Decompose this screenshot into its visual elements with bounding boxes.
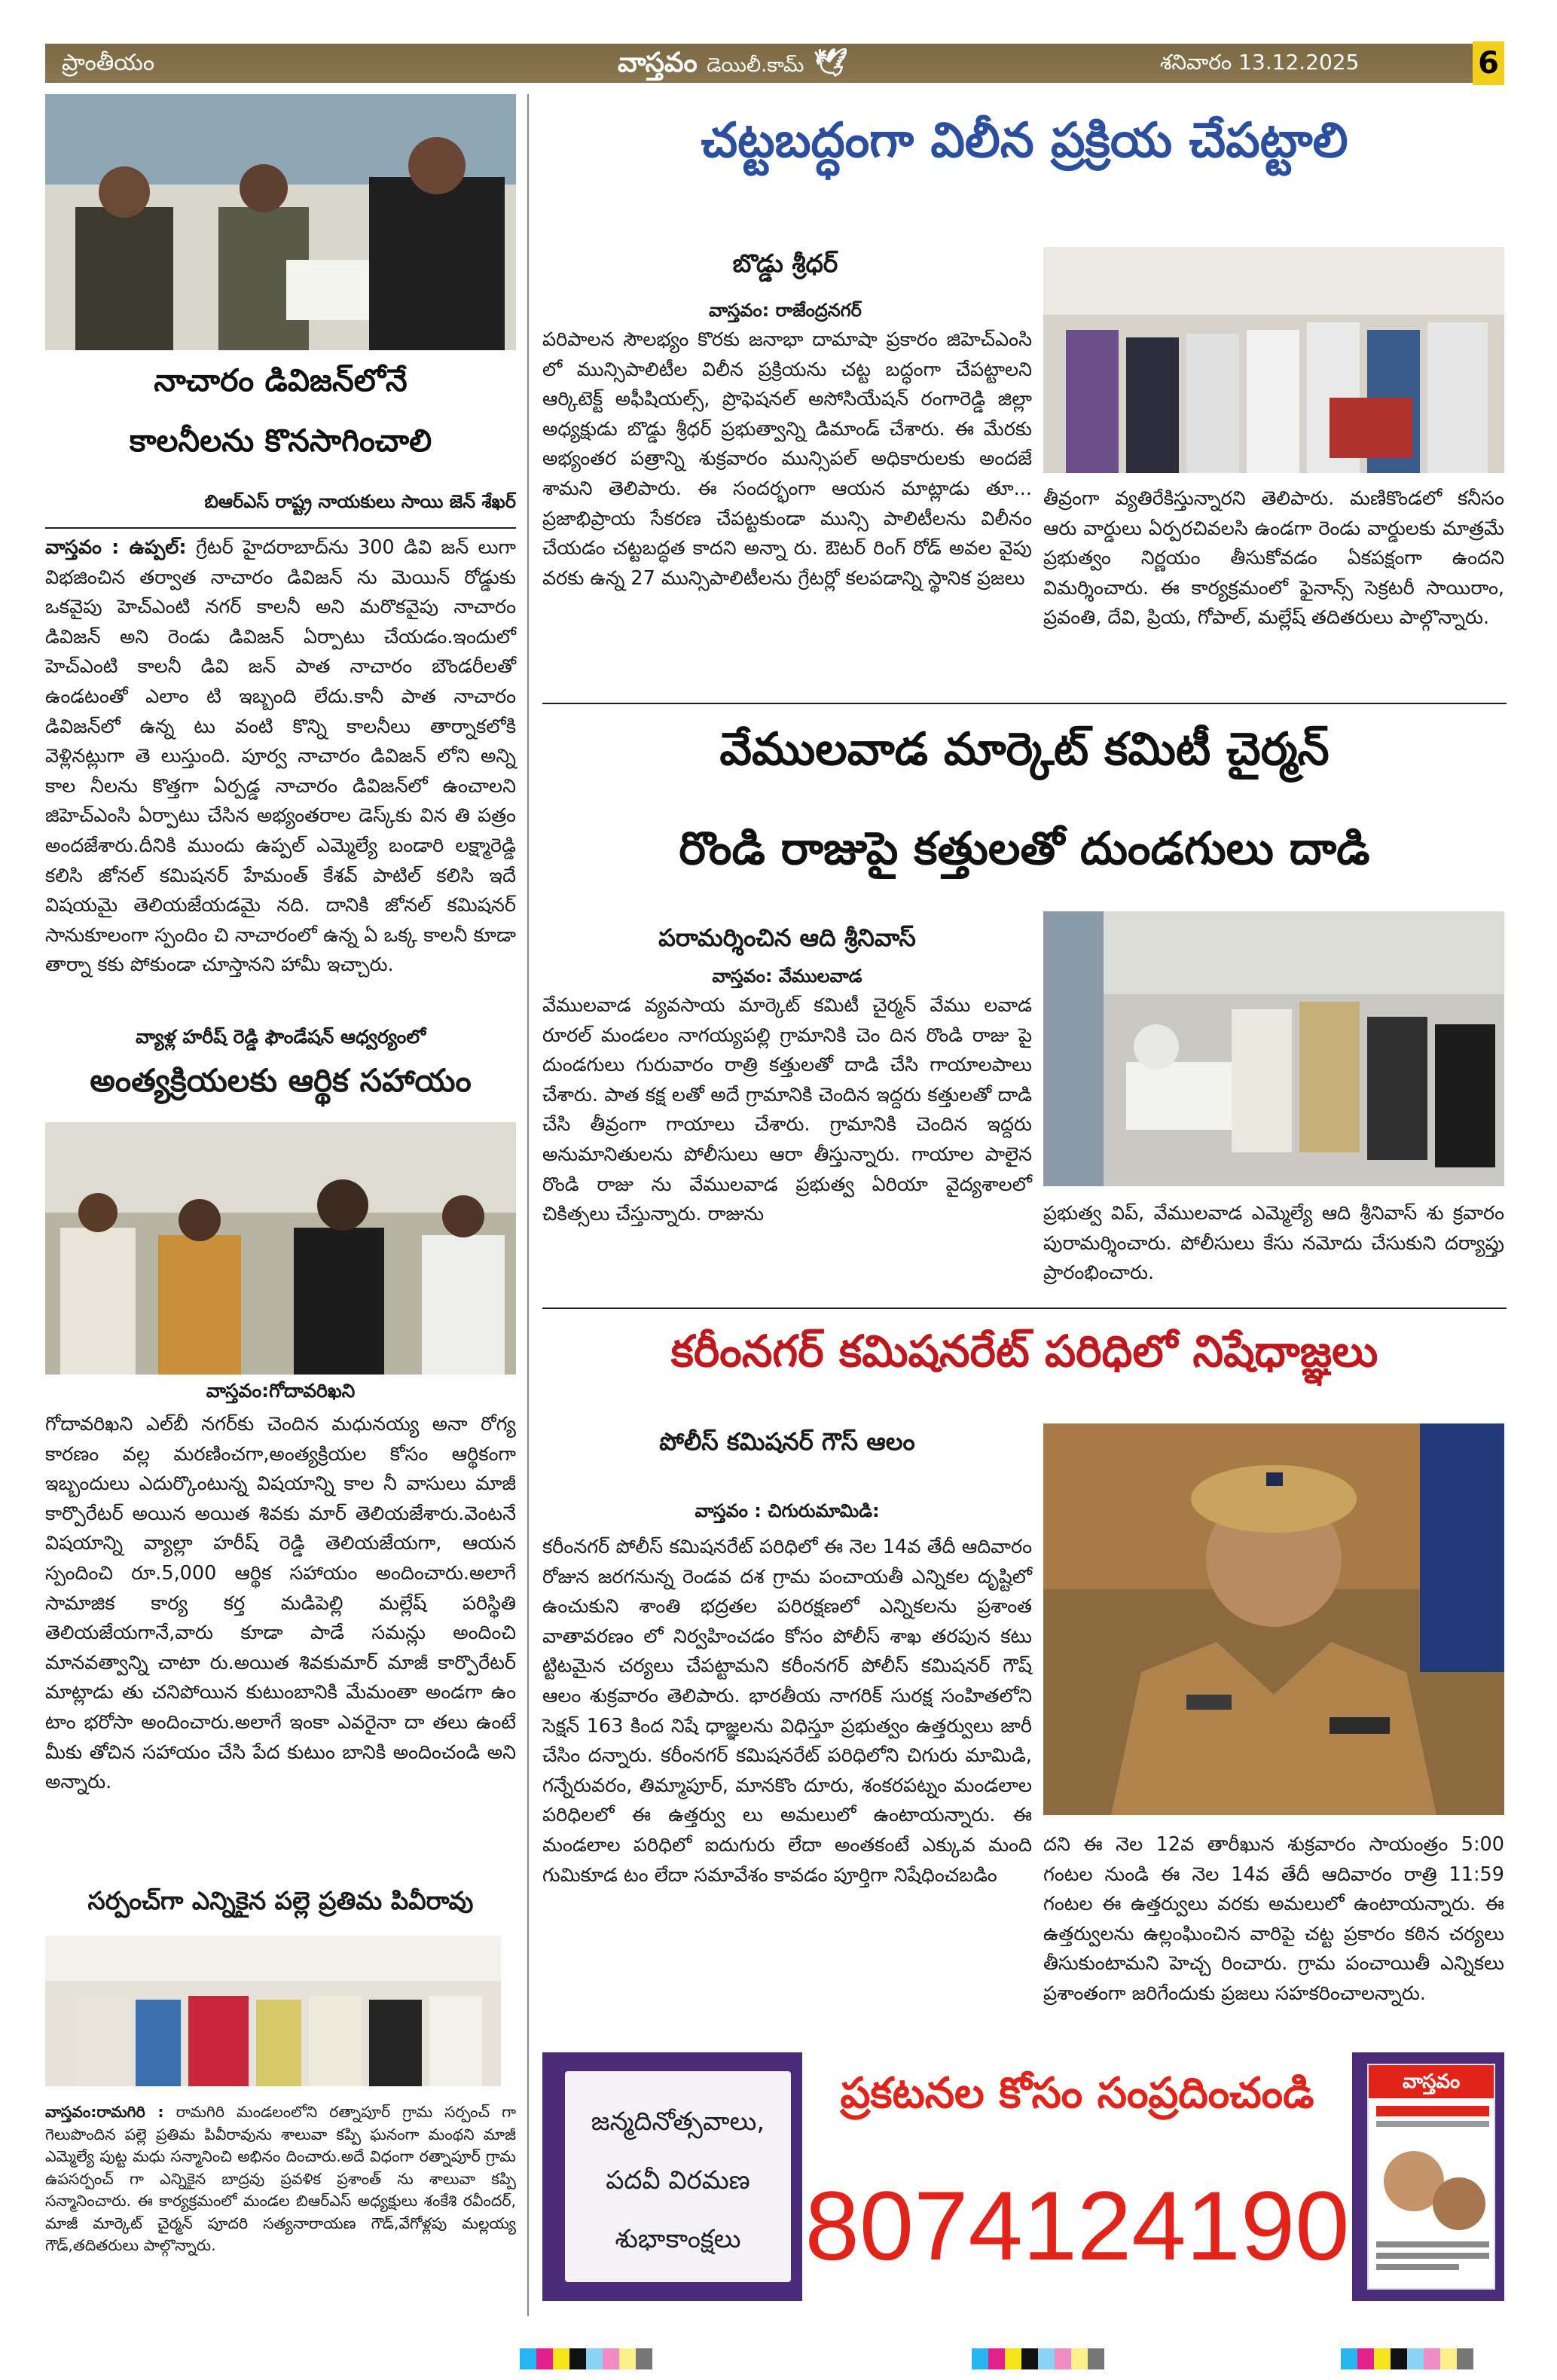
byline-curbs: పోలీస్ కమిషనర్ గౌస్ ఆలం — [659, 1427, 915, 1456]
photo-illustration — [45, 94, 516, 350]
headline-curbs: కరీంనగర్ కమిషనరేట్ పరిధిలో నిషేధాజ్ఞలు — [670, 1326, 1378, 1377]
ad-thumb-brand: వాస్తవం — [1369, 2065, 1494, 2098]
photo-nacharam — [45, 94, 516, 350]
headline-attack-1: వేములవాడ మార్కెట్ కమిటీ చైర్మన్ — [719, 723, 1330, 776]
divider — [542, 703, 1507, 704]
issue-date: శనివారం 13.12.2025 — [1160, 50, 1360, 75]
photo-sarpanch — [45, 1936, 501, 2086]
kicker-funeral: వ్యాళ్ల హరీష్ రెడ్డి ఫౌండేషన్ ఆధ్వర్యంలో — [135, 1026, 426, 1048]
article-text: గ్రేటర్ హైదరాబాద్‌ను 300 డివి జన్ లుగా విభజించిన తర్వాత నాచారం డివిజన్ ను మెయిన్ రోడ్డుకు ఒకవైపు హెచ్ఎంటి నగర్ కాలనీ అని మరొకవైపు నాచారం డివిజన్ అని రెండు డివిజన్ ఏర్పాటు చేయడం.ఇందులో హెచ్ఎంటి కాలనీ డివి జన్ పాత నాచారం బౌండరీలతో ఉండటంతో ఎలాం టి ఇబ్బంది లేదు.కానీ పాత నాచారం డివిజన్‌లో ఉన్న టు వంటి కొన్ని కాలనీలు తార్నాకలోకి వెళ్లినట్లుగా తె లుస్తుంది. పూర్వ నాచారం డివిజన్ లోని అన్ని కాల నీలను కొత్తగా ఏర్పడ్డ నాచారం డివిజన్‌లో ఉంచాలని జిహెచ్ఎంసి ఏర్పాటు చేసిన అభ్యంతరాల డెస్క్‌కు విన తి పత్రం అందజేశారు.దీనికి ముందు ఉప్పల్ ఎమ్మెల్యే బండారి లక్ష్మారెడ్డి కలిసి జోనల్ కమిషనర్ హేమంత్ కేశవ్ పాటిల్ కలిసి ఇదే విషయమై తెలియజేయడమై నది. దానికి జోనల్ కమిషనర్ సానుకూలంగా స్పందిం చి నాచారంలో ఉన్న ఏ ఒక్క కాలనీ కూడా తార్నా కకు పోకుండా చూస్తానని హామీ ఇచ్చారు. — [45, 536, 517, 977]
byline-merger: బొడ్డు శ్రీధర్ — [732, 249, 838, 278]
photo-illustration — [1043, 911, 1504, 1186]
ad-banner — [542, 2052, 1504, 2301]
dateline-attack: వాస్తవం: వేములవాడ — [712, 966, 862, 987]
article-merger-right: తీవ్రంగా వ్యతిరేకిస్తున్నారని తెలిపారు. మణికొండలో కనీసం ఆరు వార్డులు ఏర్పరచివలసి ఉండగా రెండు వార్డులకు మాత్రమే ప్రభుత్వం నిర్ణయం తీసుకోవడం ఏకపక్షంగా ఉందని విమర్శించారు. ఈ కార్యక్రమంలో ఫైనాన్స్ సెక్రటరీ సాయిరాం, ప్రవంతి, దేవి, ప్రియ, గోపాల్, మల్లేష్ తదితరులు పాల్గొన్నారు. — [1043, 487, 1504, 630]
ad-phone: 8074124190 — [804, 2171, 1350, 2281]
article-nacharam — [45, 533, 516, 1015]
article-sarpanch — [45, 2101, 516, 2257]
photo-illustration — [1043, 247, 1504, 473]
article-funeral: గోదావరిఖని ఎల్‌బీ నగర్‌కు చెందిన మధునయ్య అనా రోగ్య కారణం వల్ల మరణించగా,అంత్యక్రియల కోసం ఆర్థికంగా ఇబ్బందులు ఎదుర్కొంటున్న విషయాన్ని కాల నీ వాసులు మాజీ కార్పొరేటర్ అయిన అయిత శివకు మార్ తెలియజేశారు.వెంటనే విషయాన్ని వ్యాల్లా హరీష్ రెడ్డి తెలియజేయగా, ఆయన స్పందించి రూ.5,000 ఆర్థిక సహాయం అందించారు.అలాగే సామాజిక కార్య కర్త మడిపెల్లి మల్లేష్ పరిస్థితి తెలియజేయగానే,వారు కూడా పాడే సమన్లు అందించి మానవత్వాన్ని చాటా రు.అయిత శివకుమార్ మాజీ కార్పొరేటర్ మాట్లాడు తు చనిపోయిన కుటుంబానికి మేమంతా అండగా ఉం టాం భరోసా అందించారు.అలాగే ఇంకా ఎవరైనా దా తలు ఉంటే మీకు తోచిన సహాయం చేసి పేద కుటుం బానికి అందించండి అని అన్నారు. — [45, 1413, 516, 1794]
headline-sarpanch: సర్పంచ్‌గా ఎన్నికైన పల్లె ప్రతిమ పివీరావు — [87, 1886, 474, 1915]
column-divider — [527, 94, 529, 2316]
dateline: వాస్తవం:రామగిరి : — [45, 2103, 164, 2121]
byline-nacharam: బిఆర్ఎస్ రాష్ట్ర నాయకులు సాయి జెన్ శేఖర్ — [204, 491, 516, 512]
headline-nacharam-1: నాచారం డివిజన్‌లోనే — [154, 362, 408, 398]
dateline-merger: వాస్తవం: రాజేంద్రనగర్ — [709, 300, 862, 321]
print-color-bar — [1341, 2348, 1473, 2372]
ad-wishes-panel — [565, 2071, 791, 2282]
section-label: ప్రాంతీయం — [62, 50, 155, 76]
article-curbs-left: కరీంనగర్ పోలీస్ కమిషనరేట్ పరిధిలో ఈ నెల 14వ తేదీ ఆదివారం రోజున జరగనున్న రెండవ దశ గ్రామ పంచాయతీ ఎన్నికల దృష్టిలో ఉంచుకుని శాంతి భద్రతల పరిరక్షణలో ఎన్నికలను ప్రశాంత వాతావరణం లో నిర్వహించడం కోసం పోలీస్ శాఖ తరపున కటు ట్టిటమైన చర్యలు చేపట్టామని కరీంనగర్ పోలీస్ కమిషనర్ గౌష్ ఆలం శుక్రవారం తెలిపారు. భారతీయ నాగరిక్ సురక్ష సంహితలోని సెక్షన్ 163 కింద నిషే ధాజ్ఞలను విధిస్తూ ప్రభుత్వం ఉత్తర్వులు జారీ చేసిం దన్నారు. కరీంనగర్ కమిషనరేట్ పరిధిలోని చిగురు మామిడి, గన్నేరువరం, తిమ్మాపూర్, మానకొం దూరు, శంకరపట్నం మండలాల పరిధిలలో ఈ ఉత్తర్వు లు అమలులో ఉంటాయన్నారు. ఈ మండలాల పరిధిలో ఐదుగురు లేదా అంతకంటే ఎక్కువ మంది గుమికూడ టం లేదా సమావేశం కావడం పూర్తిగా నిషేధించబడిం — [542, 1536, 1032, 1887]
print-color-bar — [520, 2348, 652, 2372]
brand-name — [618, 47, 848, 85]
photo-illustration — [45, 1936, 501, 2086]
article-attack-left: వేములవాడ వ్యవసాయ మార్కెట్ కమిటీ చైర్మన్ వేము లవాడ రూరల్ మండలం నాగయ్యపల్లి గ్రామానికి చెం దిన రొండి రాజు పై దుండగులు గురువారం రాత్రి కత్తులతో దాడి చేసి గాయాలపాలు చేశారు. పాత కక్ష లతో అదే గ్రామానికి చెందిన ఇద్దరు కత్తులతో దాడి చేసి తీవ్రంగా గాయాలు చేశారు. గ్రామానికి చెందిన ఇద్దరు అనుమానితులను పోలీసులు ఆరా తీస్తున్నారు. గాయాల పాలైన రొండి రాజు ను వేములవాడ ప్రభుత్వ ఏరియా వైద్యశాలలో చికిత్సలు చేస్తున్నారు. రాజును — [542, 994, 1032, 1226]
photo-illustration — [1043, 1423, 1504, 1815]
article-merger-left: పరిపాలన సౌలభ్యం కొరకు జనాభా దామాషా ప్రకారం జిహెచ్ఎంసి లో మున్సిపాలిటీల విలీన ప్రక్రియను చట్ట బద్ధంగా చేపట్టాలని ఆర్కిటెక్ట్ అఫీషియల్స్, ప్రొఫెషనల్ అసోసియేషన్ రంగారెడ్డి జిల్లా అధ్యక్షుడు బొడ్డు శ్రీధర్ ప్రభుత్వాన్ని డిమాండ్ చేశారు. ఈ మేరకు అభ్యంతర పత్రాన్ని శుక్రవారం మున్సిపల్ అధికారులకు అందజే శామని తెలిపారు. ఈ సందర్భంగా ఆయన మాట్లాడు తూ... ప్రజాభిప్రాయ సేకరణ చేపట్టకుండా మున్సి పాలిటీలను విలీనం చేయడం చట్టబద్ధత కాదని అన్నా రు. ఔటర్ రింగ్ రోడ్ అవల వైపు వరకు ఉన్న 27 మున్సిపాలిటీలను గ్రేటర్లో కలపడాన్ని స్థానిక ప్రజలు — [542, 328, 1032, 590]
ad-wishes-line: పదవీ విరమణ — [606, 2165, 750, 2195]
headline-merger: చట్టబద్ధంగా విలీన ప్రక్రియ చేపట్టాలి — [701, 113, 1348, 169]
ad-contact-panel — [802, 2052, 1352, 2301]
photo-funeral — [45, 1122, 516, 1375]
ad-thumbnail — [1367, 2064, 1495, 2290]
headline-nacharam-2: కాలనీలను కొనసాగించాలి — [129, 423, 432, 459]
ad-wishes-line: జన్మదినోత్సవాలు, — [591, 2107, 765, 2137]
dateline: వాస్తవం : ఉప్పల్: — [45, 536, 187, 559]
article-curbs-right: దని ఈ నెల 12వ తారీఖున శుక్రవారం సాయంత్రం 5:00 గంటల నుండి ఈ నెల 14వ తేదీ ఆదివారం రాత్రి 11:59 గంటల ఈ ఉత్తర్వులు వరకు అమలులో ఉంటాయన్నారు. ఈ ఉత్తర్వులను ఉల్లంఘించిన వారిపై చట్ట ప్రకారం కఠిన చర్యలు తీసుకుంటామని హెచ్చ రించారు. గ్రామ పంచాయితీ ఎన్నికలు ప్రశాంతంగా జరిగేందుకు ప్రజలు సహకరించాలన్నారు. — [1043, 1833, 1504, 2005]
thumb-illustration — [1369, 2098, 1497, 2287]
photo-attack — [1043, 911, 1504, 1186]
headline-attack-2: రొండి రాజుపై కత్తులతో దుండగులు దాడి — [679, 822, 1370, 875]
article-text: రామగిరి మండలంలోని రత్నాపూర్ గ్రామ సర్పంచ్ గా గెలుపొందిన పల్లె ప్రతిమ పివీరావును శాలువా కప్పి ఘనంగా మంథని మాజీ ఎమ్మెల్యే పుట్ట మధు సన్మానించి అభినం దించారు.అదే విధంగా రత్నాపూర్ గ్రామ ఉపసర్పంచ్ గా ఎన్నికైన బాద్రవు ప్రవళిక ప్రశాంత్ ను శాలువా కప్పి సన్మానించారు. ఈ కార్యక్రమంలో మండల బిఆర్ఎస్ అధ్యక్షులు శంకేశి రవీందర్, మాజీ మార్కెట్ చైర్మన్ పూదరి సత్యనారాయణ గౌడ్,వేగోళ్లపు మల్లయ్య గౌడ్,తదితరులు పాల్గొన్నారు. — [45, 2103, 516, 2254]
brand-title: వాస్తవం — [618, 47, 698, 78]
bird-icon: 🕊 — [813, 47, 848, 78]
brand-suffix: డెయిలీ.కామ్ — [707, 54, 804, 77]
divider — [45, 527, 516, 529]
print-color-bar — [972, 2348, 1104, 2372]
photo-illustration — [45, 1122, 516, 1375]
dateline-curbs: వాస్తవం : చిగురుమామిడి: — [695, 1500, 880, 1521]
dateline-funeral: వాస్తవం:గోదావరిఖని — [206, 1380, 356, 1402]
byline-attack: పరామర్శించిన ఆది శ్రీనివాస్ — [658, 923, 916, 952]
headline-funeral: అంత్యక్రియలకు ఆర్థిక సహాయం — [90, 1062, 472, 1099]
photo-merger — [1043, 247, 1504, 473]
divider — [542, 1307, 1507, 1309]
ad-headline: ప్రకటనల కోసం సంప్రదించండి — [840, 2069, 1314, 2118]
photo-commissioner — [1043, 1423, 1504, 1815]
page-number: 6 — [1473, 41, 1504, 85]
ad-wishes-line: శుభాకాంక్షలు — [615, 2224, 741, 2254]
masthead-bar — [45, 44, 1503, 83]
article-attack-right: ప్రభుత్వ విప్, వేములవాడ ఎమ్మెల్యే ఆది శ్రీనివాస్ శు క్రవారం పురామర్శించారు. పోలీసులు కేసు నమోదు చేసుకుని దర్యాప్తు ప్రారంభించారు. — [1043, 1202, 1504, 1285]
